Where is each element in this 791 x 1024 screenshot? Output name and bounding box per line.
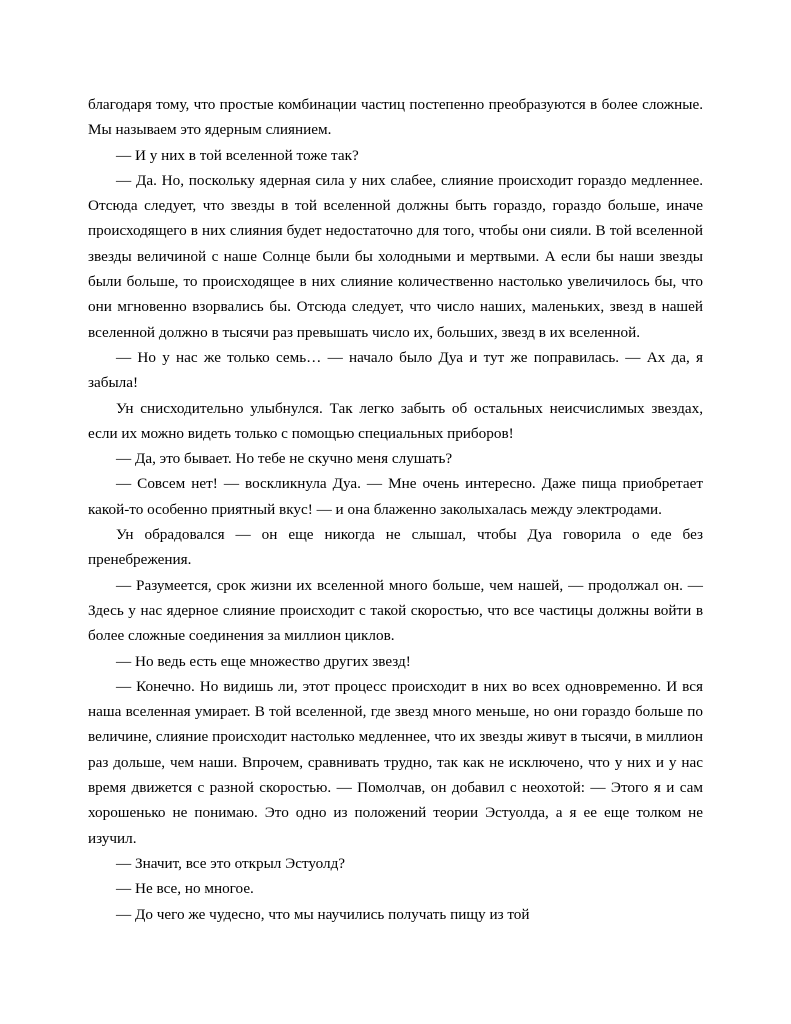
paragraph: — Но у нас же только семь… — начало было Дуа и тут же поправилась. — Ах да, я забыла! <box>88 348 703 392</box>
paragraph: — Значит, все это открыл Эстуолд? <box>116 854 346 872</box>
page-body <box>88 92 703 927</box>
paragraph: — Но ведь есть еще множество других звезд! <box>116 652 411 670</box>
paragraph: — Не все, но многое. <box>116 880 254 898</box>
paragraph: — И у них в той вселенной тоже так? <box>116 146 359 164</box>
paragraph: — Да, это бывает. Но тебе не скучно меня слушать? <box>116 450 453 468</box>
paragraph: Ун снисходительно улыбнулся. Так легко забыть об остальных неисчислимых звездах, если их можно видеть только с помощью специальных приборов! <box>88 399 703 442</box>
paragraph: — Разумеется, срок жизни их вселенной много больше, чем нашей, — продолжал он. — Здесь у нас ядерное слияние происходит с такой скоростью, что все частицы должны войти в более сложные соединения за миллион циклов. <box>88 576 703 645</box>
paragraph: Ун обрадовался — он еще никогда не слышал, чтобы Дуа говорила о еде без пренебрежения. <box>88 526 703 569</box>
paragraph: благодаря тому, что простые комбинации частиц постепенно преобразуются в более сложные. Мы называем это ядерным слиянием. <box>88 96 703 139</box>
paragraph: — Конечно. Но видишь ли, этот процесс происходит в них во всех одновременно. И вся наша вселенная умирает. В той вселенной, где звезд много меньше, но они гораздо больше по величине, слияние происходит настолько медленнее, что их звезды живут в тысячи, в миллион раз дольше, чем наши. Впрочем, сравнивать трудно, так как не исключено, что у них и у нас время движется с разной скоростью. — Помолчав, он добавил с неохотой: — Этого я и сам хорошенько не понимаю. Это одно из положений теории Эстуолда, а я ее еще толком не изучил. <box>88 677 703 847</box>
paragraph: — До чего же чудесно, что мы научились получать пищу из той <box>116 905 530 923</box>
paragraph: — Совсем нет! — воскликнула Дуа. — Мне очень интересно. Даже пища приобретает какой-то особенно приятный вкус! — и она блаженно заколыхалась между электродами. <box>88 475 703 518</box>
paragraph: — Да. Но, поскольку ядерная сила у них слабее, слияние происходит гораздо медленнее. Отсюда следует, что звезды в той вселенной должны быть гораздо, гораздо больше, иначе происходящего в них слияния будет недостаточно для того, чтобы они сияли. В той вселенной звезды величиной с наше Солнце были бы холодными и мертвыми. А если бы наши звезды были больше, то происходящее в них слияние количественно настолько увеличилось бы, что они мгновенно взорвались бы. Отсюда следует, что число наших, маленьких, звезд в нашей вселенной должно в тысячи раз превышать число их, больших, звезд в их вселенной. <box>88 171 703 341</box>
